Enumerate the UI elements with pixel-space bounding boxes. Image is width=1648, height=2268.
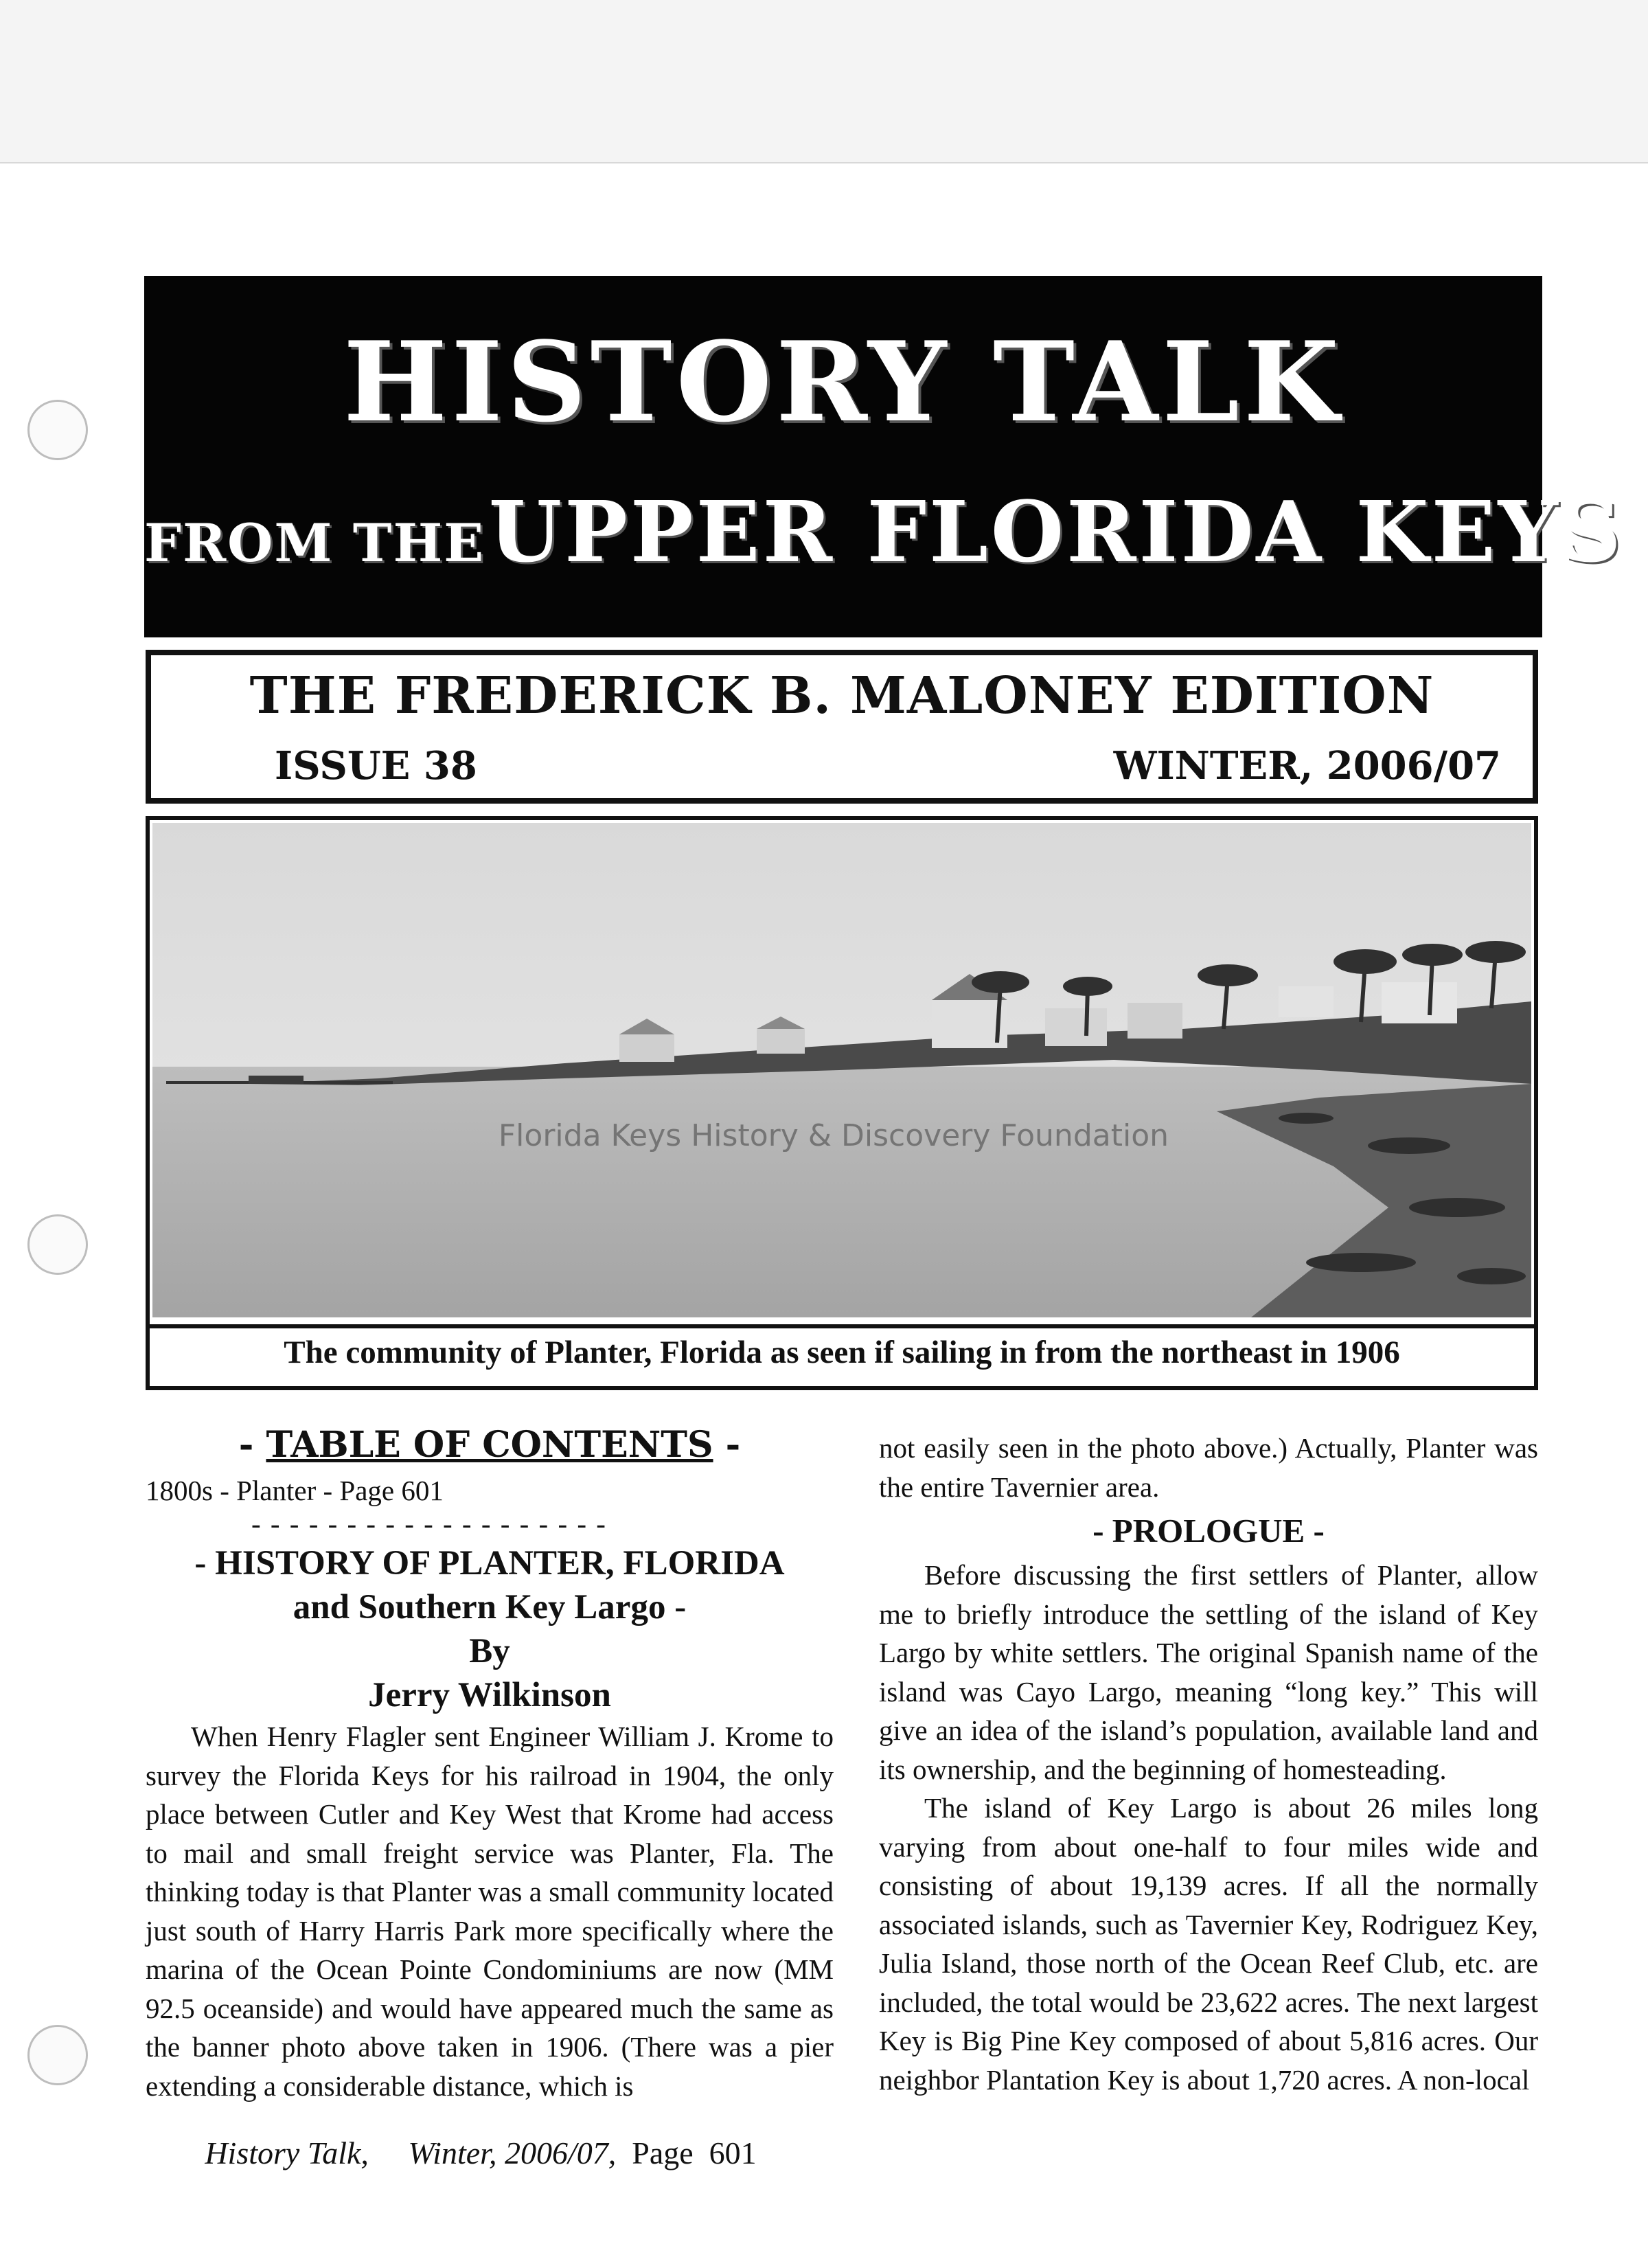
toc-entry: 1800s - Planter - Page 601 — [146, 1475, 444, 1506]
masthead-title: HISTORY TALK — [343, 317, 1343, 446]
punch-hole-top — [27, 400, 88, 460]
toc-divider: - - - - - - - - - - - - - - - - - - - — [251, 1508, 607, 1539]
toc-title-prefix: - — [238, 1424, 266, 1466]
scan-top-margin — [0, 0, 1648, 162]
toc-title-text: TABLE OF CONTENTS — [266, 1424, 713, 1466]
issue-number: ISSUE 38 — [275, 743, 477, 789]
article-title-line-1: - HISTORY OF PLANTER, FLORIDA — [194, 1544, 785, 1583]
edition-title: THE FREDERICK B. MALONEY EDITION — [249, 666, 1434, 725]
footer-page-number: Page 601 — [632, 2135, 757, 2170]
article-paragraph-3: The island of Key Largo is about 26 miles long varying from about one-half to four miles wide and consisting of about 19,139 acres. If all the normally associated islands, such as Tavernier Key, Rodriguez Key, Julia Island, those north of the Ocean Reef Club, etc. are included, the total would be 23,622 acres. The next largest Key is Big Pine Key composed of about 5,816 acres. Our neighbor Plantation Key is about 1,720 acres. A non-local — [879, 1792, 1538, 2096]
article-author: Jerry Wilkinson — [368, 1676, 611, 1714]
toc-title — [146, 1420, 834, 1470]
masthead-subtitle — [144, 482, 1624, 581]
masthead-subtitle-big: UPPER FLORIDA KEYS — [488, 482, 1624, 581]
page-footer — [0, 2135, 961, 2171]
right-column — [879, 1429, 1538, 2099]
left-column — [146, 1420, 834, 2105]
prologue-heading: - PROLOGUE - — [1092, 1512, 1325, 1550]
sheet-edge — [0, 162, 1648, 163]
article-paragraph-2: Before discussing the first settlers of Planter, allow me to briefly introduce the settling of the island of Key Largo by white settlers. The original Spanish name of the island was Cayo Largo, meaning “long key.” This will give an idea of the island’s population, available land and its ownership, and the beginning of homesteading. — [879, 1559, 1538, 1785]
masthead-subtitle-small: FROM THE — [144, 512, 485, 574]
watermark: Florida Keys History & Discovery Foundation — [498, 1118, 1169, 1153]
masthead — [144, 276, 1624, 637]
footer-publication: History Talk, Winter, 2006/07, — [205, 2135, 632, 2170]
photo-caption-box — [150, 1324, 1534, 1382]
article-paragraph-1-continued: not easily seen in the photo above.) Actually, Planter was the entire Tavernier area. — [879, 1432, 1538, 1503]
article-byline-by: By — [469, 1632, 510, 1670]
photo-caption: The community of Planter, Florida as seen if sailing in from the northeast in 1906 — [284, 1335, 1400, 1370]
toc-title-suffix: - — [713, 1424, 741, 1466]
shoreline-photo-drawing — [152, 823, 1531, 1317]
article-title — [146, 1541, 834, 1717]
edition-box — [146, 650, 1538, 804]
article-paragraph-1: When Henry Flagler sent Engineer William J. Krome to survey the Florida Keys for his railroad in 1904, the only place between Cutler and Key West that Krome had access to mail and small freight service was Planter, Fla. The thinking today is that Planter was a small community located just south of Harry Harris Park more specifically where the marina of the Ocean Pointe Condominiums are now (MM 92.5 oceanside) and would have appeared much the same as the banner photo above taken in 1906. (There was a pier extending a considerable distance, which is — [146, 1721, 834, 2102]
banner-photo — [152, 823, 1531, 1317]
banner-photo-frame — [146, 816, 1538, 1390]
punch-hole-middle — [27, 1214, 88, 1275]
issue-season: WINTER, 2006/07 — [1113, 743, 1501, 789]
punch-hole-bottom — [27, 2025, 88, 2085]
article-title-line-2: and Southern Key Largo - — [293, 1588, 687, 1626]
